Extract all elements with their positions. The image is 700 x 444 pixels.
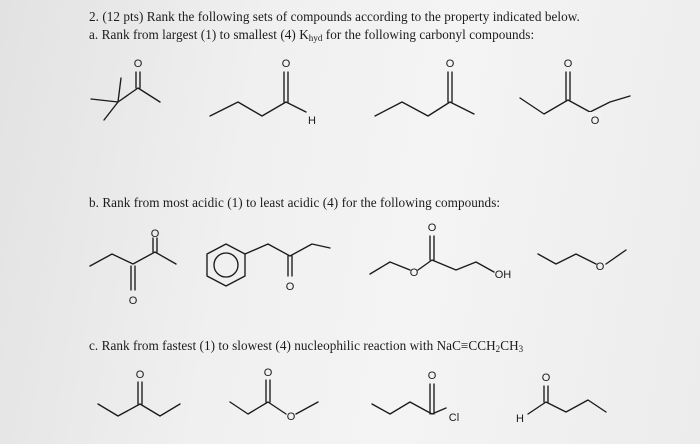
part-a-suffix: for the following carbonyl compounds: xyxy=(322,27,535,42)
structure-a3-butanone xyxy=(375,58,474,116)
question-heading: 2. (12 pts) Rank the following sets of compounds according to the property indicated below. xyxy=(89,9,580,24)
structure-c2-ester xyxy=(230,367,318,423)
structure-a4-ester xyxy=(520,58,630,127)
atom-o: O xyxy=(133,58,143,70)
structure-b4-ether xyxy=(538,250,626,273)
structure-c4-aldehyde xyxy=(516,372,606,425)
part-c-mid: CH xyxy=(500,338,519,353)
atom-o: O xyxy=(263,367,273,379)
atom-h: H xyxy=(308,115,316,127)
structure-b3-ester-acid xyxy=(370,222,511,281)
atom-o: O xyxy=(563,58,573,70)
atom-o: O xyxy=(285,281,295,293)
structure-b2-phenyl-ketone xyxy=(207,244,330,293)
atom-o: O xyxy=(150,228,160,240)
part-a-subscript: hyd xyxy=(308,33,323,43)
atom-oh: OH xyxy=(494,269,512,281)
atom-o: O xyxy=(128,295,138,307)
part-c-sub1: 2 xyxy=(495,344,501,354)
structure-c1-ketone xyxy=(98,369,180,416)
part-a-prefix: a. Rank from largest (1) to smallest (4) K xyxy=(89,27,309,42)
atom-o: O xyxy=(590,115,600,127)
atom-o: O xyxy=(281,58,291,70)
structure-c3-acid-chloride xyxy=(372,370,459,424)
part-b-prompt: b. Rank from most acidic (1) to least acidic (4) for the following compounds: xyxy=(89,195,501,210)
atom-o: O xyxy=(427,222,437,234)
structure-a2-butanal xyxy=(210,58,316,127)
atom-o: O xyxy=(541,372,551,384)
structure-b1-dicarbonyl xyxy=(90,228,176,307)
atom-o: O xyxy=(595,261,605,273)
structure-a1-pinacolone xyxy=(91,58,160,120)
atom-h: H xyxy=(516,413,524,425)
atom-o: O xyxy=(135,369,145,381)
atom-o: O xyxy=(409,267,419,279)
part-c-sub2: 3 xyxy=(518,344,524,354)
atom-o: O xyxy=(286,411,296,423)
atom-cl: Cl xyxy=(448,412,460,424)
part-c-prefix: c. Rank from fastest (1) to slowest (4) nucleophilic reaction with NaC≡CCH xyxy=(89,338,496,353)
atom-o: O xyxy=(427,370,437,382)
atom-o: O xyxy=(445,58,455,70)
